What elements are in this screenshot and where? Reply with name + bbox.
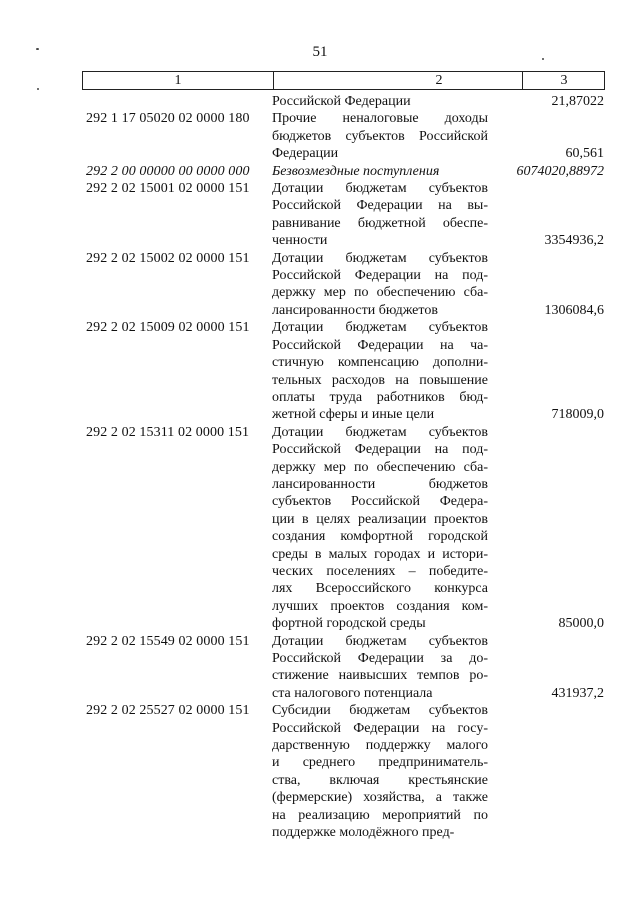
amount — [488, 93, 606, 110]
income-description — [272, 319, 488, 423]
header-col-3-label: 3 — [522, 72, 605, 89]
description-line: лансированности бюджетов — [272, 302, 438, 318]
description-line: лучших проектов создания ком- — [272, 598, 488, 614]
amount-value: 6074020,88972 — [516, 163, 604, 179]
amount — [488, 110, 606, 162]
page-number: 51 — [312, 44, 328, 60]
income-description — [272, 424, 488, 633]
budget-code: 292 2 02 15549 02 0000 151 — [86, 633, 250, 649]
description-line: жетной сферы и иные цели — [272, 407, 435, 423]
budget-code — [86, 93, 272, 110]
description-line: Дотации бюджетам субъектов — [272, 320, 488, 336]
income-description — [272, 702, 488, 841]
description-line: тельных расходов на повышение — [272, 372, 488, 388]
income-description — [272, 163, 488, 180]
description-line: Российской Федерации на под- — [272, 268, 488, 284]
table-row — [86, 180, 606, 250]
description-line: (фермерские) хозяйства, а также — [272, 790, 488, 806]
table-row — [86, 702, 606, 841]
description-line: ства, включая крестьянские — [272, 772, 488, 788]
description-line: Дотации бюджетам субъектов — [272, 424, 488, 440]
scan-speck — [36, 48, 39, 50]
description-line: Безвозмездные поступления — [272, 163, 440, 179]
amount — [488, 424, 606, 633]
amount-value: 21,87022 — [551, 94, 604, 109]
table-row — [86, 163, 606, 180]
description-line: ченности — [272, 233, 328, 249]
income-description — [272, 93, 488, 110]
description-line: Российской Федерации на госу- — [272, 720, 488, 736]
table-row — [86, 424, 606, 633]
description-line: бюджетов субъектов Российской — [272, 128, 488, 144]
description-line: субъектов Российской Федера- — [272, 494, 488, 510]
description-line: Российской Федерации — [272, 94, 411, 109]
header-col-2: 2 — [435, 73, 443, 88]
table-body — [86, 93, 606, 841]
description-line: создания комфортной городской — [272, 529, 488, 545]
description-line: Российской Федерации за до- — [272, 651, 488, 666]
amount — [488, 319, 606, 423]
description-line: на реализацию мероприятий по — [272, 807, 488, 823]
description-line: дарственную поддержку малого — [272, 738, 488, 754]
table-row — [86, 633, 606, 703]
amount-value: 1306084,6 — [544, 302, 604, 318]
description-line: ста налогового потенциала — [272, 685, 433, 701]
description-line: Дотации бюджетам субъектов — [272, 250, 488, 266]
description-line: Федерации — [272, 146, 339, 162]
budget-code: 292 1 17 05020 02 0000 180 — [86, 111, 250, 127]
income-description — [272, 110, 488, 162]
budget-code: 292 2 02 25527 02 0000 151 — [86, 703, 250, 719]
amount — [488, 180, 606, 250]
income-description — [272, 180, 488, 250]
description-line: и среднего предприниматель- — [272, 755, 488, 771]
budget-code: 292 2 02 15311 02 0000 151 — [86, 424, 250, 440]
description-line: держку мер по обеспечению сба- — [272, 285, 488, 301]
description-line: ции в целях реализации проектов — [272, 511, 488, 527]
description-line: Дотации бюджетам субъектов — [272, 181, 488, 197]
description-line: держку мер по обеспечению сба- — [272, 459, 488, 475]
description-line: стижение наивысших темпов ро- — [272, 668, 488, 684]
amount-value: 85000,0 — [558, 616, 604, 632]
amount — [488, 633, 606, 703]
description-line: фортной городской среды — [272, 616, 426, 632]
amount-value: 718009,0 — [551, 407, 604, 423]
description-line: стичную компенсацию дополни- — [272, 355, 488, 371]
amount-value: 3354936,2 — [544, 233, 604, 249]
description-line: Прочие неналоговые доходы — [272, 111, 488, 127]
table-row — [86, 110, 606, 162]
table-row — [86, 319, 606, 423]
description-line: Субсидии бюджетам субъектов — [272, 703, 488, 719]
income-description — [272, 633, 488, 703]
amount — [488, 250, 606, 320]
description-line: Российской Федерации на под- — [272, 442, 488, 458]
description-line: ческих поселениях – победите- — [272, 563, 488, 579]
header-col-1: 1 — [83, 72, 274, 89]
scan-speck — [542, 58, 544, 60]
amount-value: 431937,2 — [551, 685, 604, 701]
budget-code: 292 2 02 15001 02 0000 151 — [86, 181, 250, 197]
budget-code: 292 2 02 15009 02 0000 151 — [86, 320, 250, 336]
amount — [488, 163, 606, 180]
table-row — [86, 250, 606, 320]
budget-code: 292 2 02 15002 02 0000 151 — [86, 250, 250, 266]
description-line: равнивание бюджетной обеспе- — [272, 215, 488, 231]
table-row — [86, 93, 606, 110]
description-line: Российской Федерации на вы- — [272, 198, 488, 214]
scan-speck — [37, 88, 39, 90]
description-line: Дотации бюджетам субъектов — [272, 633, 488, 649]
description-line: Российской Федерации на ча- — [272, 337, 488, 353]
description-line: лях Всероссийского конкурса — [272, 581, 488, 597]
description-line: поддержке молодёжного пред- — [272, 825, 455, 841]
description-line: лансированности бюджетов — [272, 476, 488, 492]
income-description — [272, 250, 488, 320]
budget-code: 292 2 00 00000 00 0000 000 — [86, 163, 250, 179]
description-line: оплаты труда работников бюд- — [272, 389, 488, 405]
amount-value: 60,561 — [565, 146, 604, 162]
description-line: среды в малых городах и истори- — [272, 546, 488, 562]
amount — [488, 702, 606, 841]
